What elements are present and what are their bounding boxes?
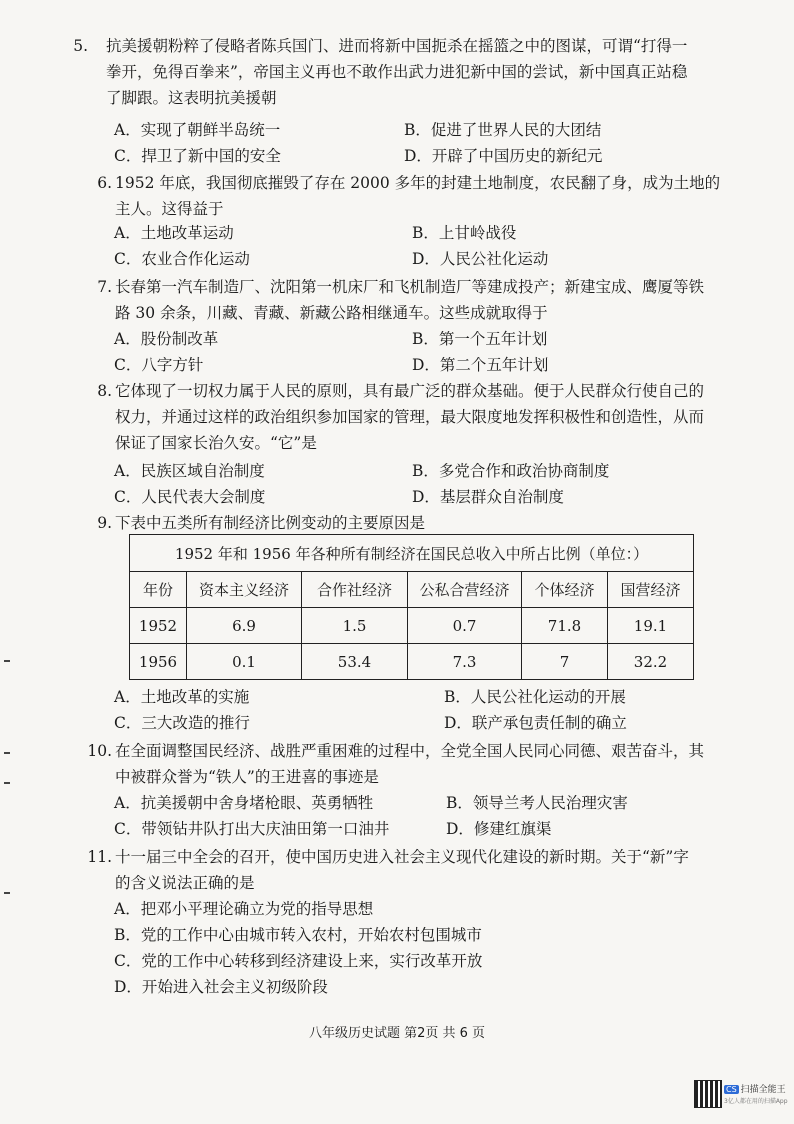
question-number: 7. [97,278,112,296]
option-a[interactable]: A．把邓小平理论确立为党的指导思想 [114,900,374,918]
option-a[interactable]: A．民族区域自治制度 [114,462,265,480]
table-cell: 1.5 [302,608,408,644]
option-b[interactable]: B．上甘岭战役 [412,224,517,242]
option-c[interactable]: C．三大改造的推行 [114,714,250,732]
option-b[interactable]: B．第一个五年计划 [412,330,548,348]
table-row [130,608,694,644]
stem-line: 十一届三中全会的召开，使中国历史进入社会主义现代化建设的新时期。关于“新”字 [115,848,689,866]
question-number: 6. [97,174,112,192]
option-d[interactable]: D．第二个五年计划 [412,356,549,374]
option-d[interactable]: D．开辟了中国历史的新纪元 [404,147,603,165]
qr-code-icon [694,1080,722,1108]
option-c[interactable]: C．党的工作中心转移到经济建设上来，实行改革开放 [114,952,483,970]
stem-line: 中被群众誉为“铁人”的王进喜的事迹是 [115,768,379,786]
option-b[interactable]: B．促进了世界人民的大团结 [404,121,602,139]
table-cell: 32.2 [608,644,694,680]
scanner-tagline: 3亿人都在用的扫描App [724,1098,788,1105]
stem-line: 在全面调整国民经济、战胜严重困难的过程中，全党全国人民同心同德、艰苦奋斗，其 [115,742,705,760]
stem-line: 下表中五类所有制经济比例变动的主要原因是 [115,514,426,532]
option-d[interactable]: D．修建红旗渠 [446,820,552,838]
table-cell: 1952 [130,608,187,644]
table-cell: 0.1 [187,644,302,680]
table-caption: 1952 年和 1956 年各种所有制经济在国民总收入中所占比例（单位：） [130,535,694,572]
stem-line: 保证了国家长治久安。“它”是 [115,434,317,452]
table-header: 年份 [130,572,187,608]
stem-line: 主人。这得益于 [115,200,224,218]
table-header: 资本主义经济 [187,572,302,608]
table-row [130,644,694,680]
table-header: 个体经济 [522,572,608,608]
table-cell: 53.4 [302,644,408,680]
stem-line: 它体现了一切权力属于人民的原则，具有最广泛的群众基础。便于人民群众行使自己的 [115,382,705,400]
question-number: 9. [97,514,112,532]
question-stem [115,844,689,896]
table-cell: 6.9 [187,608,302,644]
question-stem [115,170,720,222]
option-c[interactable]: C．农业合作化运动 [114,250,250,268]
option-c[interactable]: C．捍卫了新中国的安全 [114,147,281,165]
table-header-row [130,572,694,608]
table-cell: 71.8 [522,608,608,644]
stem-line: 1952 年底，我国彻底摧毁了存在 2000 多年的封建土地制度，农民翻了身，成为土地的 [115,174,721,192]
binding-mark [4,660,10,662]
option-b[interactable]: B．领导兰考人民治理灾害 [446,794,628,812]
option-a[interactable]: A．股份制改革 [114,330,219,348]
stem-line: 拳开，免得百拳来”，帝国主义再也不敢作出武力进犯新中国的尝试，新中国真正站稳 [106,63,688,81]
option-d[interactable]: D．基层群众自治制度 [412,488,564,506]
option-c[interactable]: C．带领钻井队打出大庆油田第一口油井 [114,820,390,838]
table-cell: 1956 [130,644,187,680]
table-cell: 0.7 [408,608,522,644]
question-stem [115,510,425,536]
option-a[interactable]: A．实现了朝鲜半岛统一 [114,121,281,139]
option-a[interactable]: A．抗美援朝中舍身堵枪眼、英勇牺牲 [114,794,374,812]
stem-line: 抗美援朝粉粹了侵略者陈兵国门、进而将新中国扼杀在摇篮之中的图谋，可谓“打得一 [106,37,688,55]
table-header: 公私合营经济 [408,572,522,608]
option-d[interactable]: D．开始进入社会主义初级阶段 [114,978,328,996]
scanner-watermark [724,1082,786,1095]
binding-mark [4,752,10,754]
question-stem [115,738,704,790]
question-number: 8. [97,382,112,400]
scanner-logo-icon: CS [726,1085,737,1094]
question-number: 11. [87,848,112,866]
binding-mark [4,892,10,894]
table-header: 合作社经济 [302,572,408,608]
question-stem [115,378,704,456]
table-cell: 19.1 [608,608,694,644]
stem-line: 的含义说法正确的是 [115,874,255,892]
stem-line: 权力，并通过这样的政治组织参加国家的管理，最大限度地发挥积极性和创造性，从而 [115,408,705,426]
option-b[interactable]: B．多党合作和政治协商制度 [412,462,610,480]
option-a[interactable]: A．土地改革的实施 [114,688,250,706]
question-number: 10. [87,742,112,760]
table-cell: 7.3 [408,644,522,680]
stem-line: 路 30 余条，川藏、青藏、新藏公路相继通车。这些成就取得于 [115,304,548,322]
stem-line: 了脚跟。这表明抗美援朝 [106,89,277,107]
table-cell: 7 [522,644,608,680]
option-d[interactable]: D．联产承包责任制的确立 [444,714,627,732]
question-stem [115,274,704,326]
option-c[interactable]: C．八字方针 [114,356,204,374]
scanner-name: 扫描全能王 [740,1085,786,1095]
option-c[interactable]: C．人民代表大会制度 [114,488,266,506]
ownership-ratio-table [129,534,694,680]
option-b[interactable]: B．党的工作中心由城市转入农村，开始农村包围城市 [114,926,482,944]
question-stem [106,33,687,111]
option-d[interactable]: D．人民公社化运动 [412,250,549,268]
table-header: 国营经济 [608,572,694,608]
page-footer: 八年级历史试题 第2页 共 6 页 [308,1026,486,1041]
question-number: 5. [73,37,88,55]
option-b[interactable]: B．人民公社化运动的开展 [444,688,626,706]
stem-line: 长春第一汽车制造厂、沈阳第一机床厂和飞机制造厂等建成投产；新建宝成、鹰厦等铁 [115,278,705,296]
option-a[interactable]: A．土地改革运动 [114,224,234,242]
binding-mark [4,782,10,784]
